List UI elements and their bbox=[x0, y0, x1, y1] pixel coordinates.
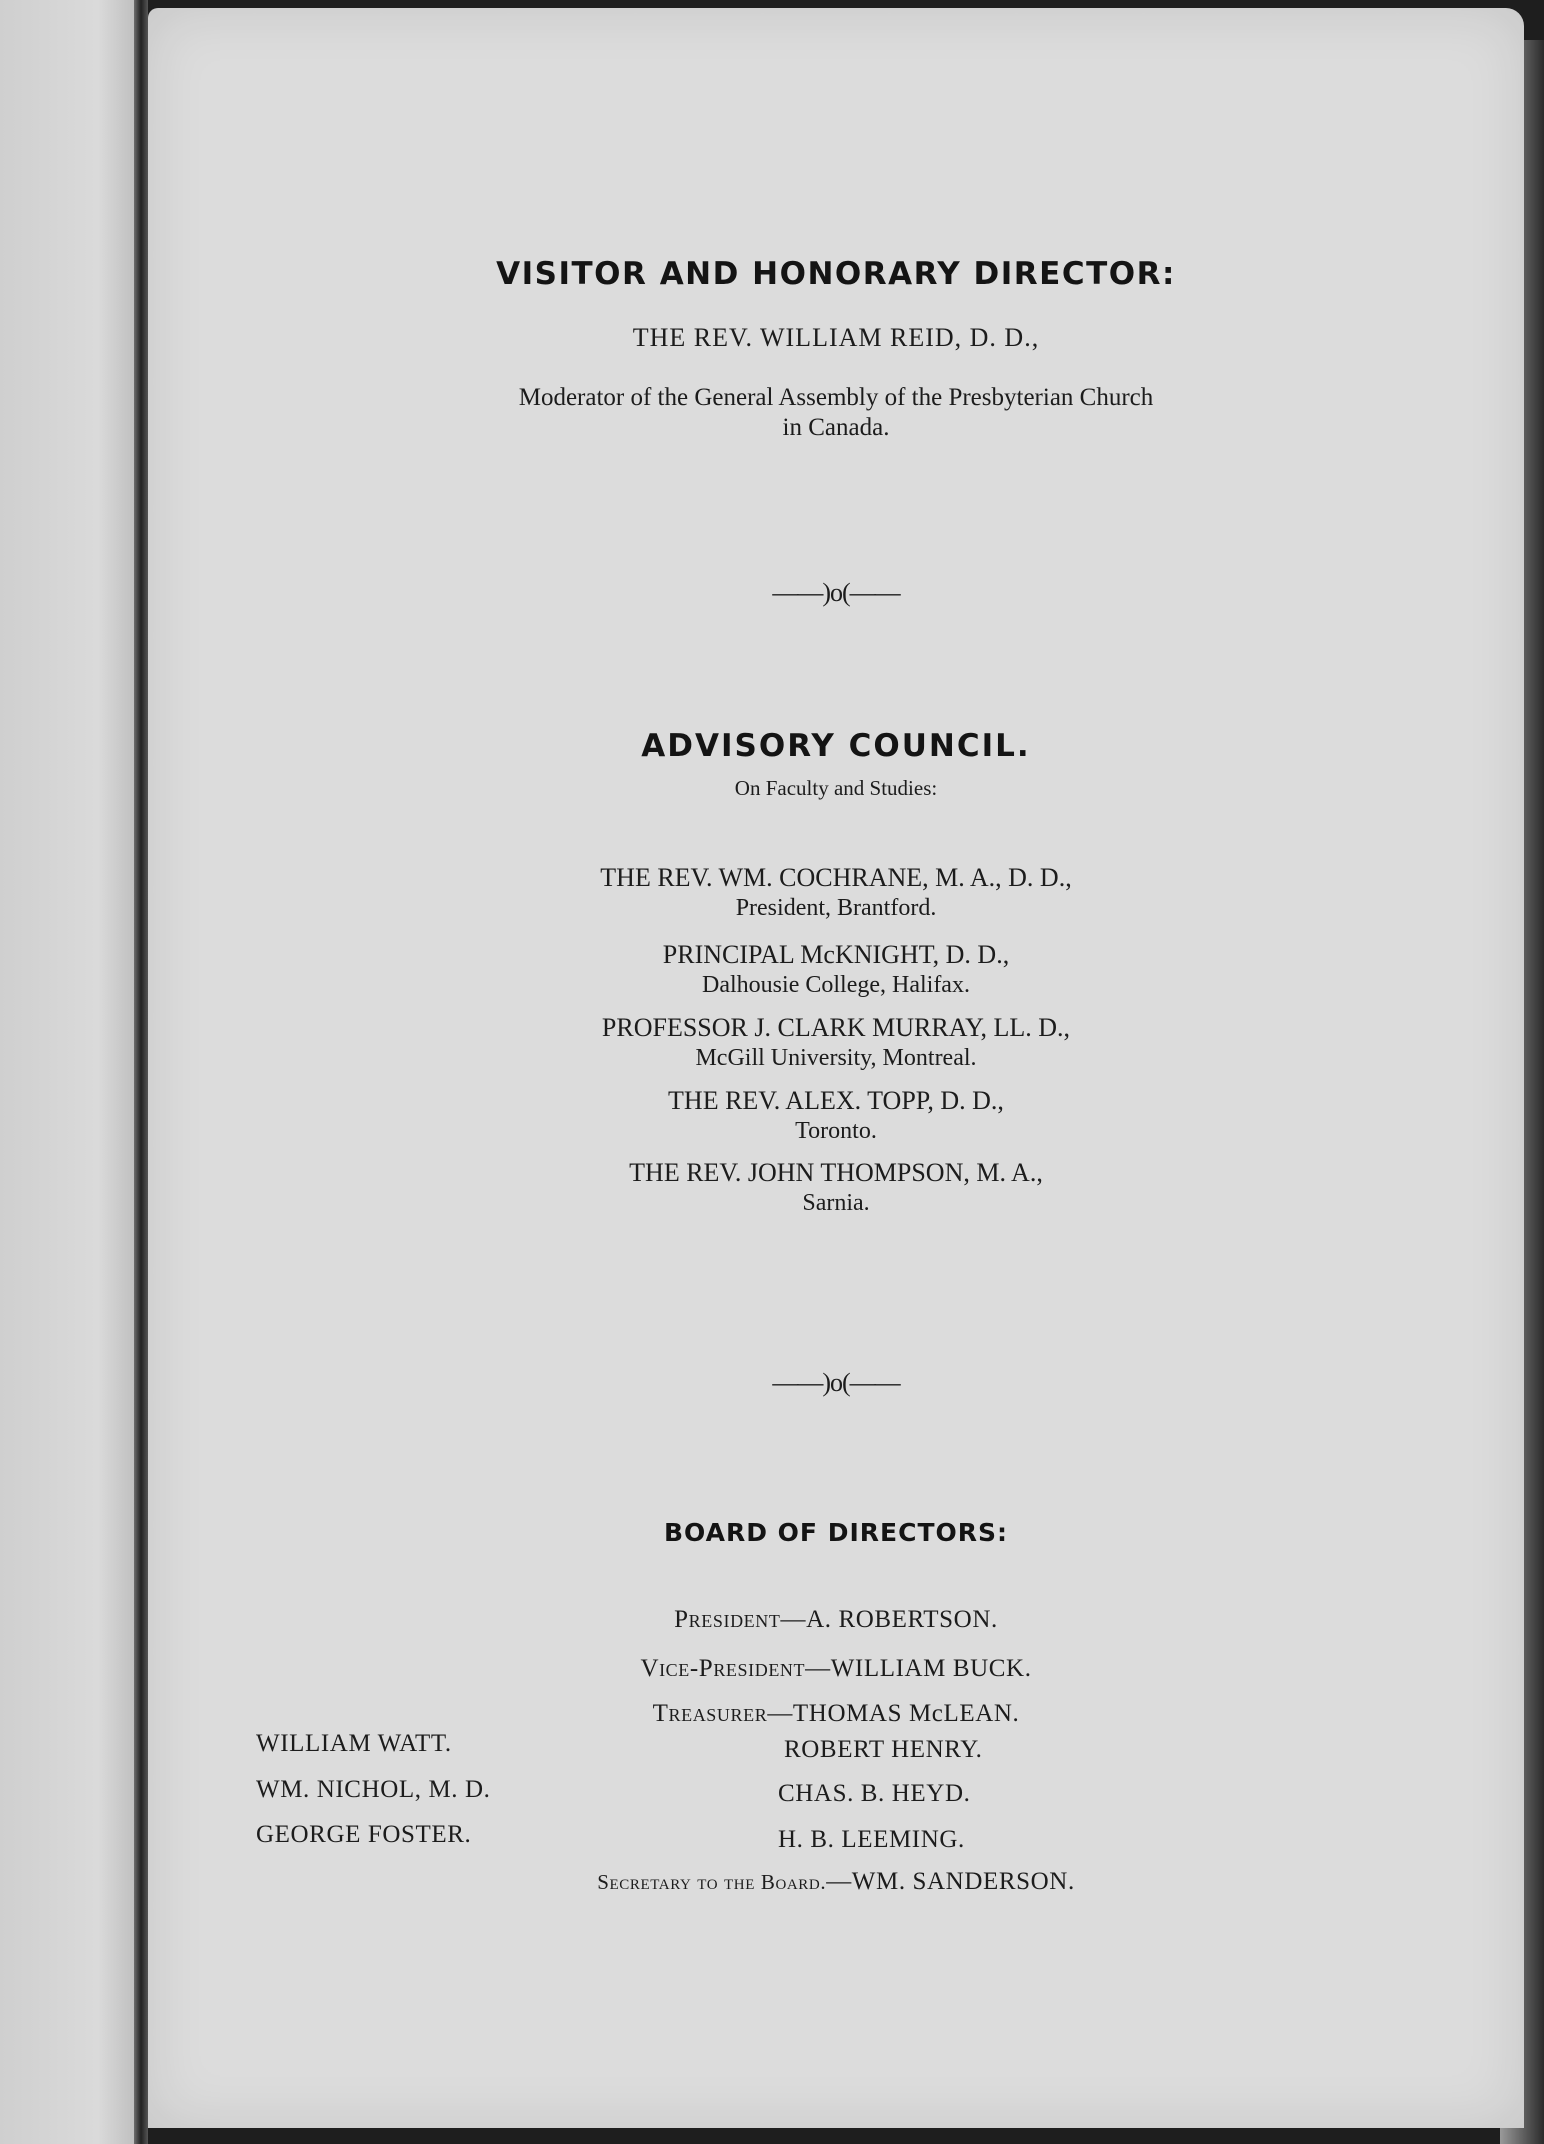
member-name: PROFESSOR J. CLARK MURRAY, LL. D., bbox=[601, 1013, 1071, 1042]
board-secretary bbox=[148, 1868, 1524, 1896]
member-detail: President, Brantford. bbox=[735, 895, 937, 921]
section-divider: ——)o(—— bbox=[772, 1368, 900, 1397]
member-detail: Toronto. bbox=[795, 1118, 877, 1144]
member-detail: Sarnia. bbox=[802, 1190, 870, 1216]
advisory-member bbox=[148, 1086, 1524, 1146]
visitor-name: THE REV. WILLIAM REID, D. D., bbox=[632, 323, 1040, 352]
officer-name: —WM. SANDERSON. bbox=[826, 1868, 1075, 1895]
document-page bbox=[148, 8, 1524, 2128]
facing-page-edge bbox=[0, 0, 140, 2144]
officer-name: —THOMAS McLEAN. bbox=[767, 1700, 1020, 1727]
officer-title: Secretary to the Board. bbox=[597, 1870, 827, 1894]
advisory-heading: ADVISORY COUNCIL. bbox=[641, 728, 1031, 764]
director-right: CHAS. B. HEYD. bbox=[778, 1780, 971, 1807]
member-name: PRINCIPAL McKNIGHT, D. D., bbox=[662, 940, 1010, 969]
member-detail: Dalhousie College, Halifax. bbox=[702, 972, 970, 998]
visitor-role bbox=[148, 383, 1524, 443]
director-left: WILLIAM WATT. bbox=[256, 1730, 452, 1757]
member-detail: McGill University, Montreal. bbox=[695, 1045, 977, 1071]
director-right: ROBERT HENRY. bbox=[784, 1736, 983, 1763]
officer-title: President bbox=[674, 1606, 781, 1633]
member-name: THE REV. ALEX. TOPP, D. D., bbox=[668, 1086, 1004, 1115]
advisory-member bbox=[148, 940, 1524, 1000]
board-treasurer bbox=[148, 1700, 1524, 1728]
officer-name: —A. ROBERTSON. bbox=[780, 1606, 998, 1633]
board-heading: BOARD OF DIRECTORS: bbox=[663, 1518, 1008, 1547]
director-left: WM. NICHOL, M. D. bbox=[256, 1776, 491, 1803]
advisory-member bbox=[148, 1013, 1524, 1073]
book-gutter bbox=[134, 0, 148, 2144]
section-divider: ——)o(—— bbox=[772, 578, 900, 607]
director-right: H. B. LEEMING. bbox=[778, 1826, 965, 1853]
advisory-member bbox=[148, 1158, 1524, 1218]
director-left: GEORGE FOSTER. bbox=[256, 1821, 472, 1848]
board-president bbox=[148, 1606, 1524, 1634]
member-name: THE REV. WM. COCHRANE, M. A., D. D., bbox=[600, 863, 1072, 892]
board-vice-president bbox=[148, 1655, 1524, 1683]
officer-title: Vice-President bbox=[640, 1655, 806, 1682]
visitor-heading: VISITOR AND HONORARY DIRECTOR: bbox=[496, 256, 1176, 292]
member-name: THE REV. JOHN THOMPSON, M. A., bbox=[629, 1158, 1043, 1187]
officer-title: Treasurer bbox=[652, 1700, 768, 1727]
visitor-role-line-1: Moderator of the General Assembly of the Presbyterian Church bbox=[518, 384, 1154, 411]
advisory-subheading: On Faculty and Studies: bbox=[734, 776, 938, 800]
visitor-role-line-2: in Canada. bbox=[782, 414, 890, 441]
advisory-member bbox=[148, 863, 1524, 923]
officer-name: —WILLIAM BUCK. bbox=[805, 1655, 1032, 1682]
